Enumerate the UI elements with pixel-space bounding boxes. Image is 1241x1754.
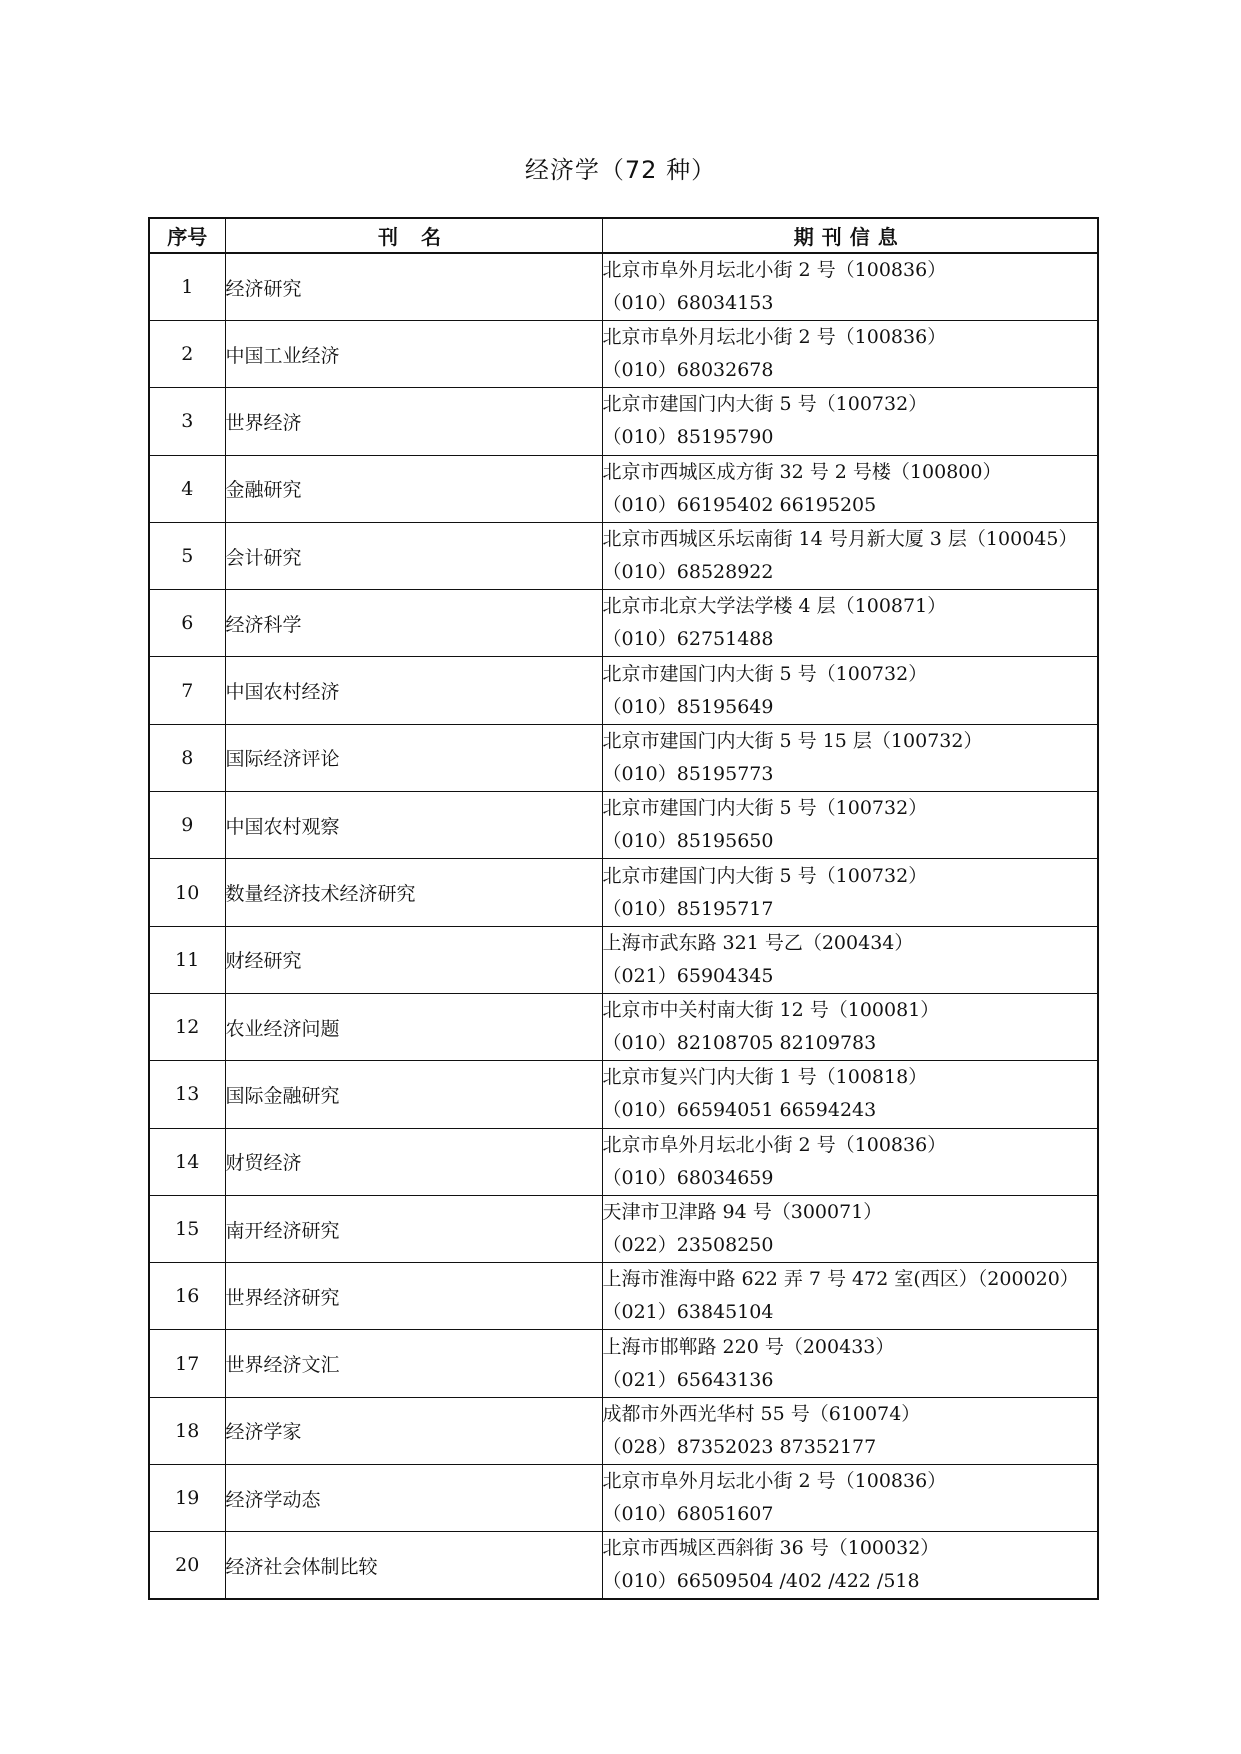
journal-info [602,993,1098,1060]
journal-address: 北京市阜外月坛北小街 2 号（100836） [602,1133,947,1156]
row-number: 5 [149,522,225,589]
journal-info [602,1397,1098,1464]
journal-address: 北京市建国门内大街 5 号（100732） [602,662,928,685]
journal-phone: （010）68032678 [602,359,774,382]
journal-phone: （010）66509504 /402 /422 /518 [602,1570,920,1593]
journal-phone: （010）82108705 82109783 [602,1032,877,1055]
journal-info [602,1061,1098,1128]
journal-address: 北京市阜外月坛北小街 2 号（100836） [602,259,947,281]
header-info: 期刊信息 [602,218,1098,253]
table-row [149,1195,1098,1262]
table-row [149,1465,1098,1532]
journal-phone: （010）68528922 [602,561,774,584]
row-number: 7 [149,657,225,724]
table-row [149,1263,1098,1330]
journal-phone: （010）85195649 [602,695,774,718]
journal-info [602,1532,1098,1600]
table-row [149,522,1098,589]
journal-info [602,792,1098,859]
table-row [149,1061,1098,1128]
table-header-row [149,218,1098,253]
journal-info [602,657,1098,724]
table-row [149,859,1098,926]
table-row [149,1397,1098,1464]
row-number: 6 [149,590,225,657]
journal-info [602,455,1098,522]
table-row [149,388,1098,455]
table-row [149,993,1098,1060]
journal-name: 会计研究 [225,522,602,589]
journal-name: 世界经济研究 [225,1263,602,1330]
row-number: 16 [149,1263,225,1330]
journal-address: 北京市西城区西斜街 36 号（100032） [602,1537,940,1560]
table-row [149,1532,1098,1600]
journal-info [602,253,1098,321]
table-row [149,1330,1098,1397]
journal-name: 数量经济技术经济研究 [225,859,602,926]
row-number: 11 [149,926,225,993]
journal-info [602,1330,1098,1397]
journal-info [602,590,1098,657]
journal-name: 经济社会体制比较 [225,1532,602,1600]
row-number: 1 [149,253,225,321]
journal-name: 中国农村观察 [225,792,602,859]
journal-name: 世界经济文汇 [225,1330,602,1397]
table-row [149,590,1098,657]
row-number: 18 [149,1397,225,1464]
journal-name: 国际金融研究 [225,1061,602,1128]
row-number: 12 [149,993,225,1060]
row-number: 9 [149,792,225,859]
journal-name: 金融研究 [225,455,602,522]
row-number: 13 [149,1061,225,1128]
journal-phone: （010）85195717 [602,897,774,920]
journal-phone: （022）23508250 [602,1234,774,1256]
journal-name: 世界经济 [225,388,602,455]
header-name: 刊 名 [225,218,602,253]
journal-info [602,859,1098,926]
journal-phone: （010）62751488 [602,628,774,651]
row-number: 10 [149,859,225,926]
journal-address: 成都市外西光华村 55 号（610074） [602,1402,921,1425]
journal-name: 南开经济研究 [225,1195,602,1262]
journal-phone: （010）68034659 [602,1166,774,1189]
journal-phone: （021）65643136 [602,1368,774,1391]
journal-name: 经济学家 [225,1397,602,1464]
journal-phone: （010）85195790 [602,426,774,449]
row-number: 3 [149,388,225,455]
journal-info [602,724,1098,791]
journal-address: 北京市建国门内大街 5 号 15 层（100732） [602,729,983,752]
journal-address: 上海市武东路 321 号乙（200434） [602,931,914,954]
table-row [149,792,1098,859]
journal-phone: （010）66594051 66594243 [602,1099,877,1122]
journal-info [602,1465,1098,1532]
journal-info [602,321,1098,388]
row-number: 8 [149,724,225,791]
journal-name: 财经研究 [225,926,602,993]
journal-name: 财贸经济 [225,1128,602,1195]
journal-name: 经济研究 [225,253,602,321]
header-number: 序号 [149,218,225,253]
journal-name: 中国农村经济 [225,657,602,724]
journal-address: 北京市中关村南大街 12 号（100081） [602,999,940,1022]
row-number: 2 [149,321,225,388]
journal-name: 经济学动态 [225,1465,602,1532]
table-row [149,321,1098,388]
journal-address: 北京市复兴门内大街 1 号（100818） [602,1066,928,1089]
row-number: 20 [149,1532,225,1600]
journal-info [602,1263,1098,1330]
journal-address: 北京市阜外月坛北小街 2 号（100836） [602,326,947,349]
journal-phone: （021）65904345 [602,964,774,987]
journal-info [602,1128,1098,1195]
row-number: 15 [149,1195,225,1262]
journal-address: 北京市北京大学法学楼 4 层（100871） [602,595,947,618]
table-row [149,455,1098,522]
journal-phone: （028）87352023 87352177 [602,1435,877,1458]
row-number: 17 [149,1330,225,1397]
journal-address: 北京市西城区乐坛南街 14 号月新大厦 3 层（100045） [602,528,1078,551]
journal-name: 中国工业经济 [225,321,602,388]
journal-info [602,926,1098,993]
journal-table [148,217,1099,1600]
journal-phone: （010）68034153 [602,292,774,314]
table-body [149,253,1098,1599]
journal-info [602,388,1098,455]
page-title: 经济学（72 种） [524,156,717,184]
table-row [149,724,1098,791]
row-number: 19 [149,1465,225,1532]
journal-info [602,1195,1098,1262]
journal-address: 上海市淮海中路 622 弄 7 号 472 室(西区）（200020） [602,1268,1079,1291]
journal-name: 国际经济评论 [225,724,602,791]
table-row [149,926,1098,993]
journal-phone: （010）85195773 [602,762,774,785]
row-number: 4 [149,455,225,522]
journal-phone: （010）85195650 [602,830,774,853]
journal-address: 北京市建国门内大街 5 号（100732） [602,393,928,416]
journal-phone: （010）68051607 [602,1503,774,1526]
journal-address: 北京市建国门内大街 5 号（100732） [602,864,928,887]
table-row [149,657,1098,724]
journal-info [602,522,1098,589]
journal-address: 北京市西城区成方街 32 号 2 号楼（100800） [602,460,1002,483]
journal-phone: （021）63845104 [602,1301,774,1324]
journal-name: 经济科学 [225,590,602,657]
journal-address: 上海市邯郸路 220 号（200433） [602,1335,895,1358]
journal-phone: （010）66195402 66195205 [602,493,877,516]
journal-address: 北京市建国门内大街 5 号（100732） [602,797,928,820]
row-number: 14 [149,1128,225,1195]
journal-name: 农业经济问题 [225,993,602,1060]
table-row [149,1128,1098,1195]
journal-address: 北京市阜外月坛北小街 2 号（100836） [602,1470,947,1493]
journal-address: 天津市卫津路 94 号（300071） [602,1201,883,1223]
table-row [149,253,1098,321]
